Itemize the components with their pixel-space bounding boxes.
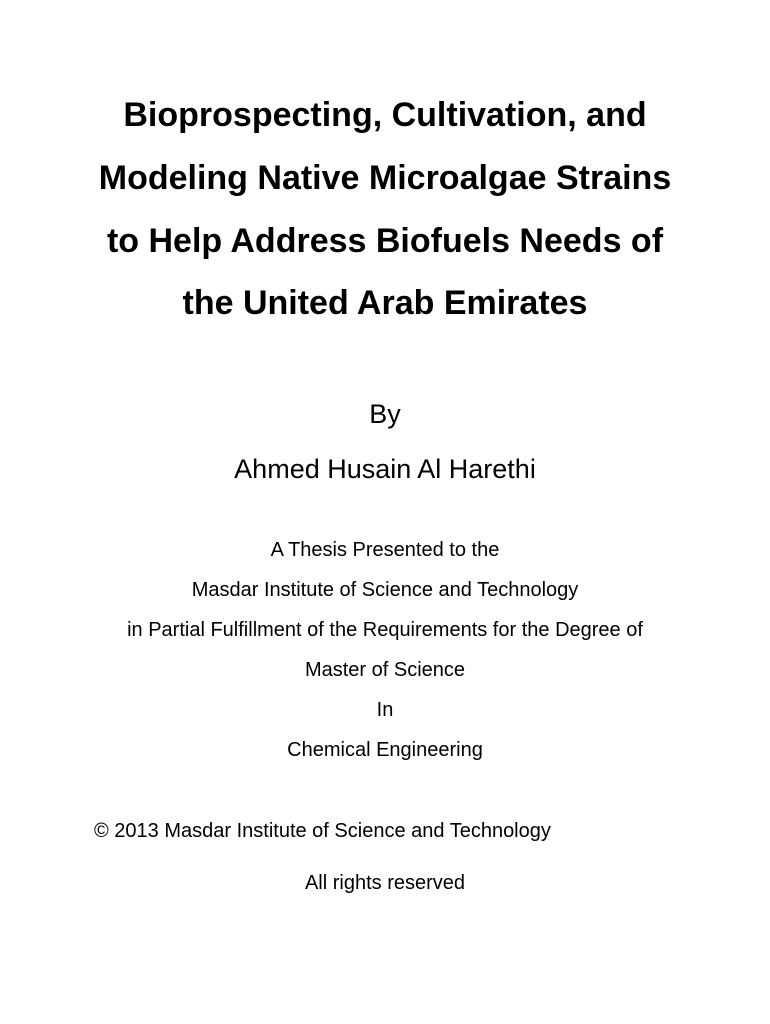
title-line-2: Modeling Native Microalgae Strains [98,159,672,197]
rights-reserved: All rights reserved [304,872,466,894]
title-line-3: to Help Address Biofuels Needs of [106,222,664,260]
title-line-4: the United Arab Emirates [182,284,588,322]
author-name: Ahmed Husain Al Harethi [234,454,536,484]
thesis-line-2: Masdar Institute of Science and Technology [191,579,579,601]
degree-name: Master of Science [304,659,466,681]
copyright-notice: © 2013 Masdar Institute of Science and Technology [94,820,551,842]
degree-field: Chemical Engineering [287,739,483,761]
by-label: By [369,399,401,429]
degree-in: In [376,699,394,721]
title-line-1: Bioprospecting, Cultivation, and [123,96,647,134]
thesis-line-1: A Thesis Presented to the [270,539,500,561]
thesis-line-3: in Partial Fulfillment of the Requirements for the Degree of [127,619,643,641]
